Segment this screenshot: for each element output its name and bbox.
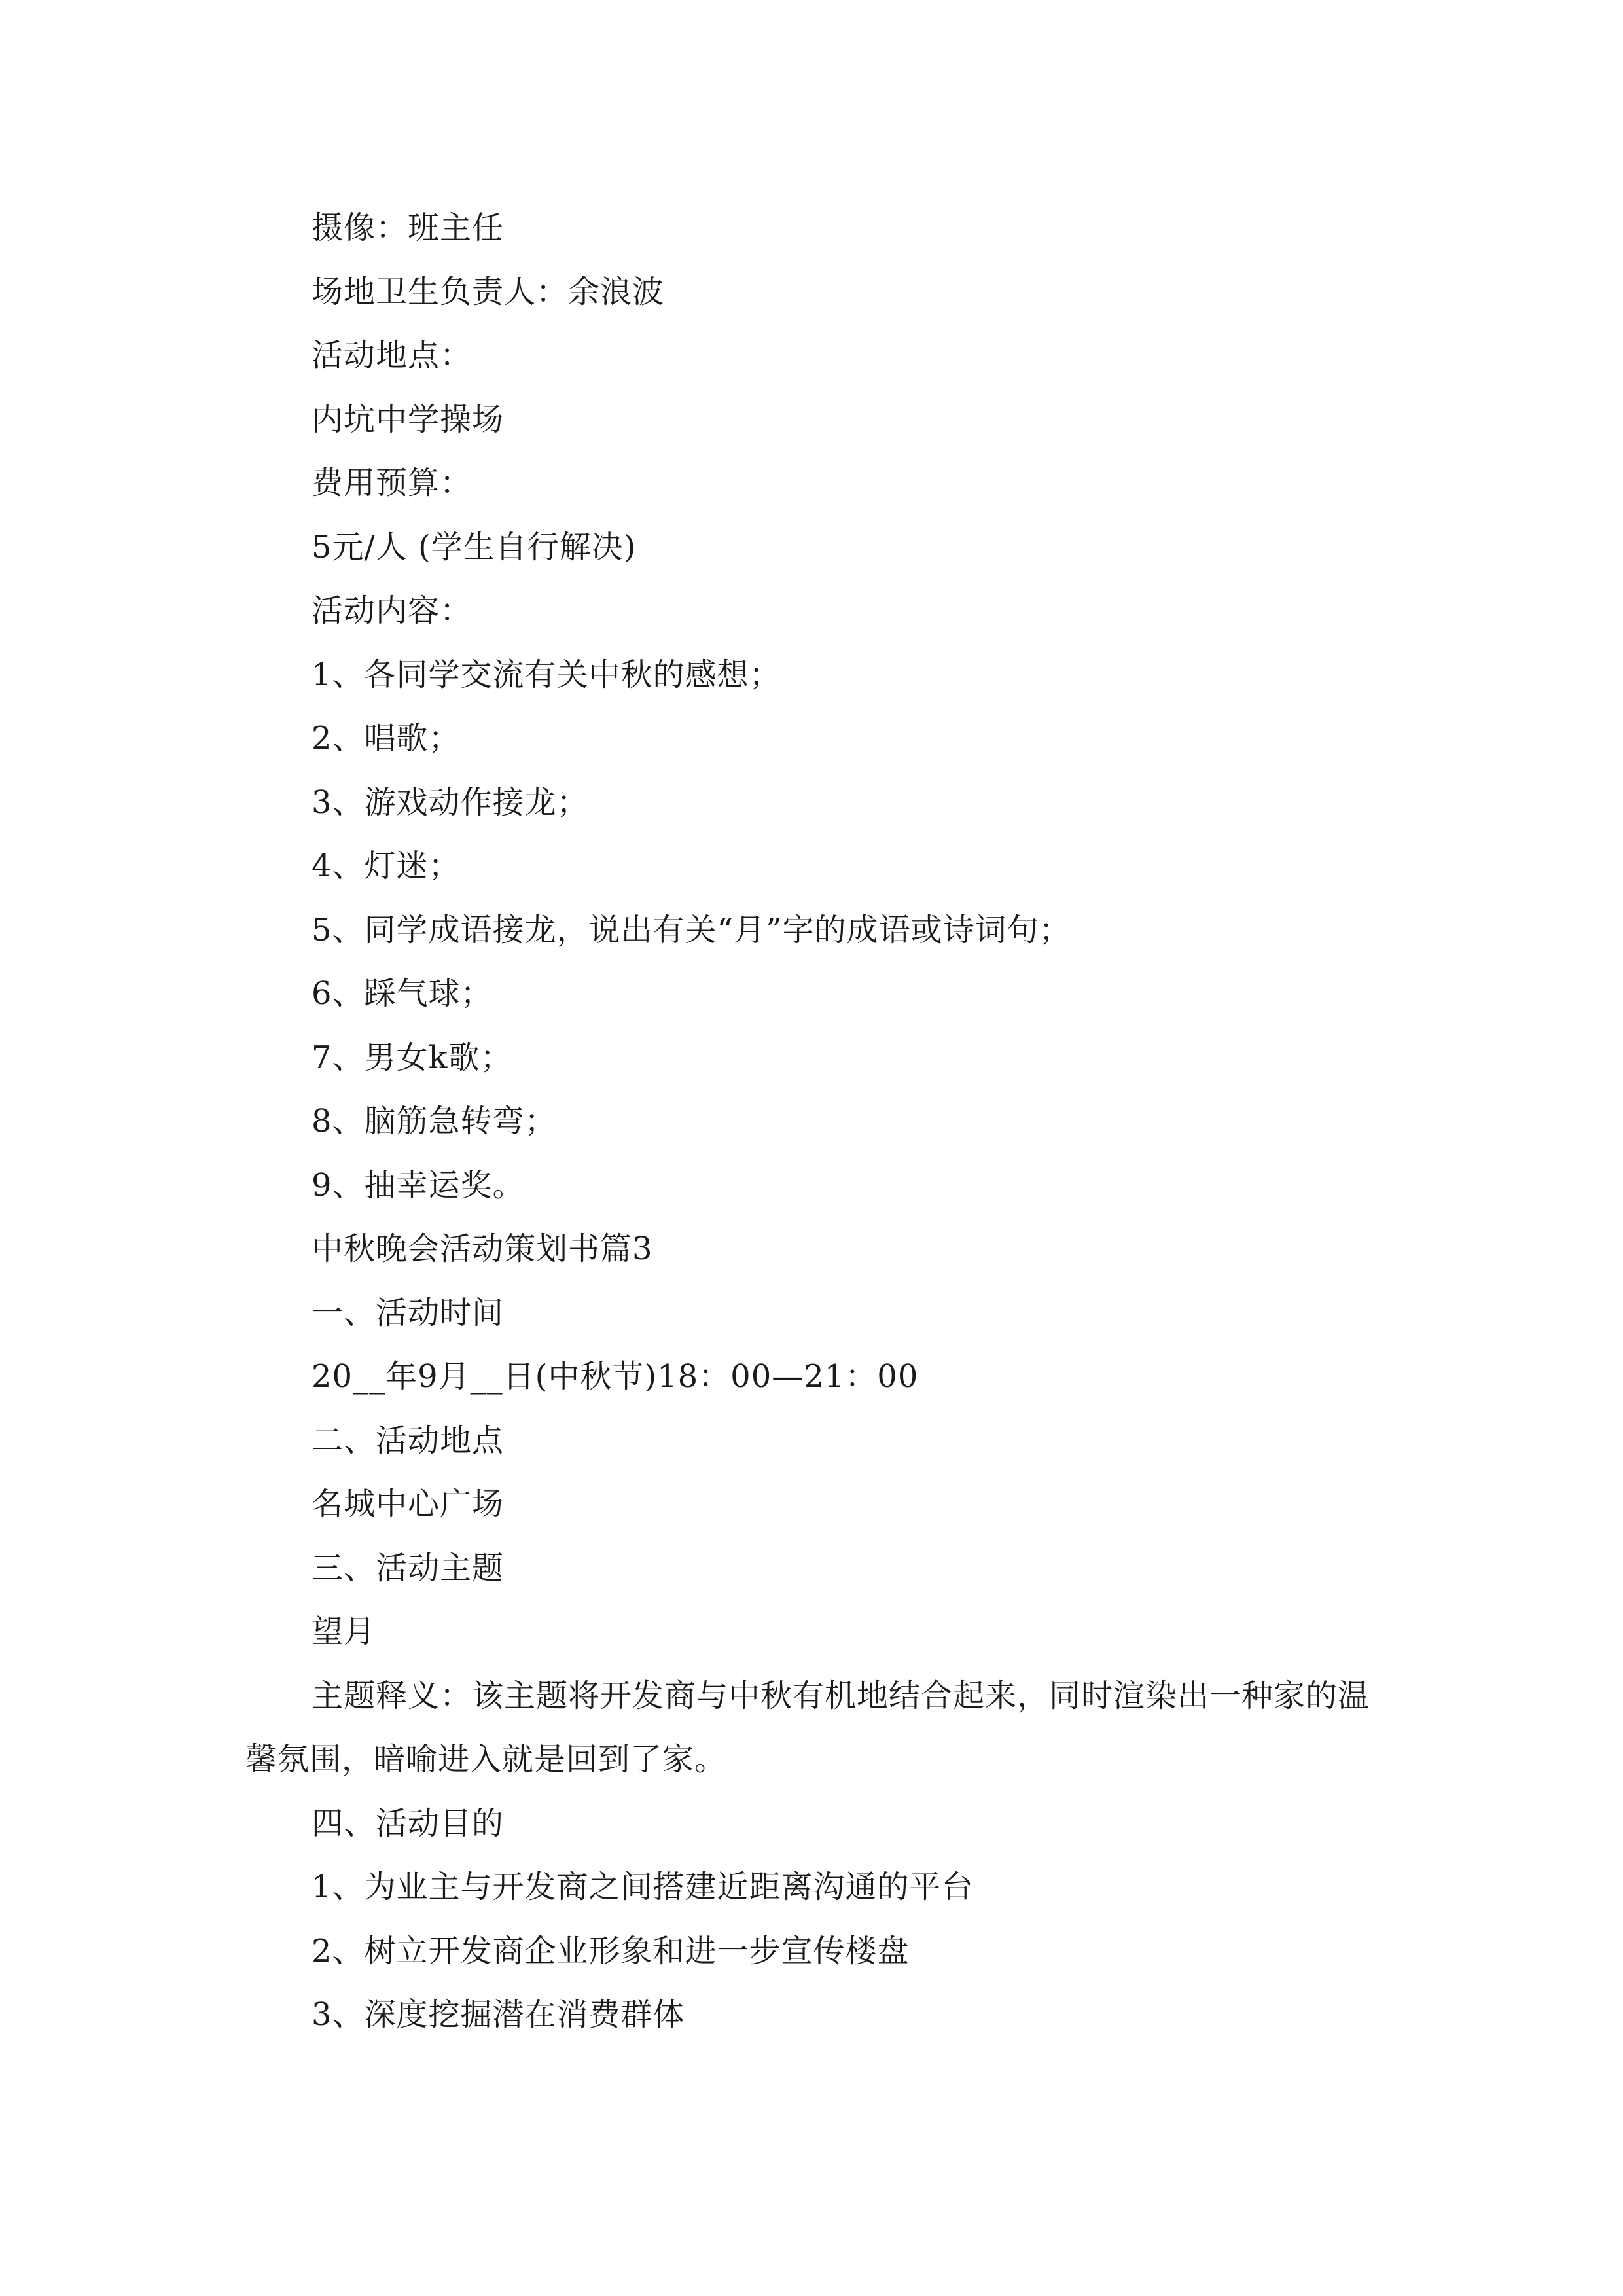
list-item: 7、男女k歌； (312, 1039, 512, 1076)
list-item: 8、脑筋急转弯； (312, 1103, 557, 1139)
text-line-venue: 内坑中学操场 (312, 401, 505, 438)
text-line-budget-label: 费用预算： (312, 465, 473, 501)
list-item: 3、游戏动作接龙； (312, 783, 589, 821)
list-item: 1、为业主与开发商之间搭建近距离沟通的平台 (312, 1869, 974, 1905)
text-line-content-label: 活动内容： (312, 592, 473, 629)
text-line-camera: 摄像：班主任 (312, 209, 505, 246)
list-item: 5、同学成语接龙，说出有关“月”字的成语或诗词句； (312, 911, 1071, 948)
list-item: 2、树立开发商企业形象和进一步宣传楼盘 (312, 1932, 910, 1969)
text-line-theme: 望月 (312, 1613, 376, 1650)
heading-venue: 二、活动地点 (312, 1422, 505, 1459)
document-body (245, 196, 1381, 2047)
text-line-venue-label: 活动地点： (312, 337, 473, 374)
text-line-venue-name: 名城中心广场 (312, 1486, 505, 1522)
list-item: 4、灯迷； (312, 848, 461, 884)
section-title: 中秋晚会活动策划书篇3 (312, 1230, 653, 1267)
text-line-time: 20__年9月__日(中秋节)18：00—21：00 (312, 1358, 919, 1395)
list-item: 9、抽幸运奖。 (312, 1166, 525, 1204)
heading-theme: 三、活动主题 (312, 1549, 505, 1587)
list-item: 3、深度挖掘潜在消费群体 (312, 1996, 685, 2033)
text-line-hygiene: 场地卫生负责人：余浪波 (312, 273, 665, 310)
heading-time: 一、活动时间 (312, 1294, 505, 1331)
list-item: 2、唱歌； (312, 720, 461, 757)
heading-purpose: 四、活动目的 (312, 1804, 505, 1842)
theme-paragraph: 主题释义：该主题将开发商与中秋有机地结合起来，同时渲染出一种家的温馨氛围，暗喻进入就是回到了家。 (245, 1677, 1370, 1778)
list-item: 1、各同学交流有关中秋的感想； (312, 656, 781, 693)
text-line-budget: 5元/人 (学生自行解决) (312, 528, 637, 565)
list-item: 6、踩气球； (312, 975, 493, 1012)
